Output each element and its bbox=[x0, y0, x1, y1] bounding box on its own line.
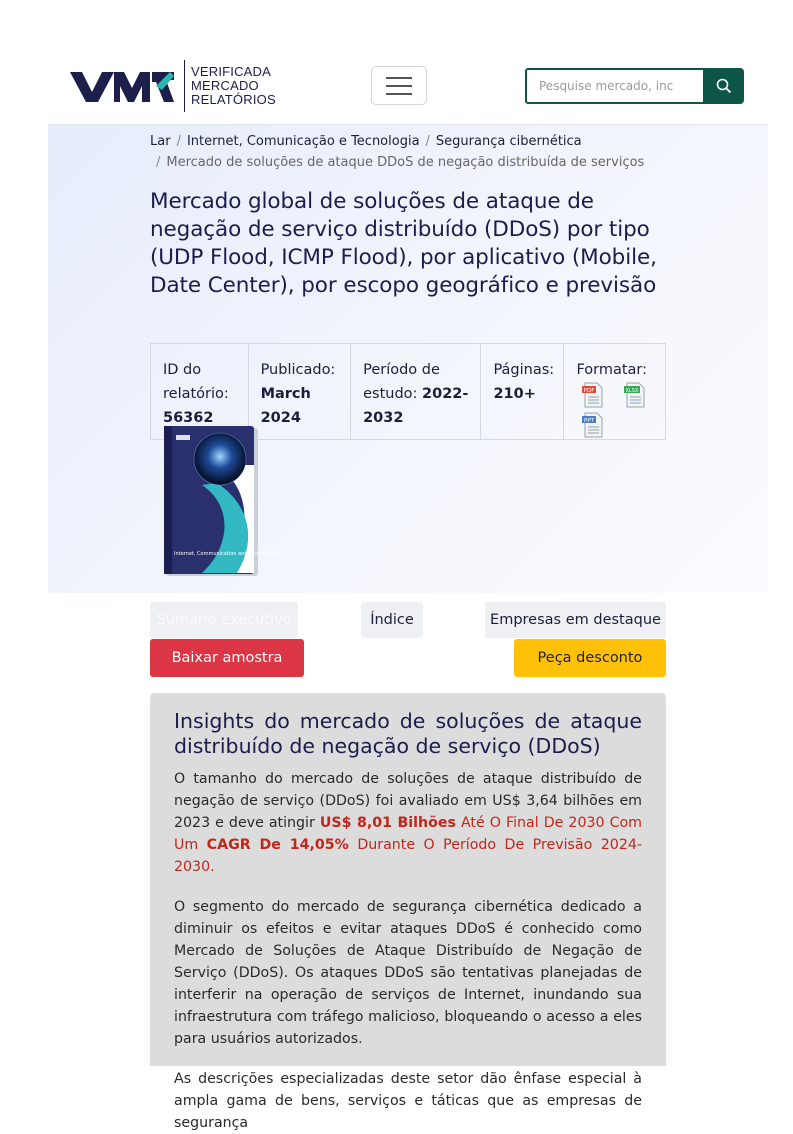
insights-heading: Insights do mercado de soluções de ataque distribuído de negação de serviço (DDoS) bbox=[174, 709, 642, 758]
hamburger-icon bbox=[386, 85, 412, 87]
search-icon bbox=[716, 78, 732, 94]
site-logo[interactable] bbox=[70, 58, 280, 114]
tab-executive-summary[interactable]: Sumário executivo bbox=[150, 602, 298, 638]
xlsx-file-icon[interactable] bbox=[624, 382, 646, 408]
meta-pages bbox=[481, 344, 564, 439]
insights-paragraph bbox=[174, 768, 642, 878]
market-value-highlight: US$ 8,01 Bilhões bbox=[319, 815, 456, 831]
meta-value: March 2024 bbox=[260, 386, 311, 426]
insights-text-highlight: Durante O Período De Previsão 2024-2030. bbox=[174, 837, 642, 875]
brand-line: VERIFICADA bbox=[191, 64, 272, 79]
insights-text: O tamanho do mercado de soluções de ataque distribuído de negação de serviço (DDoS) foi avaliado em US$ 3,64 bilhões em 2023 e deve atingir bbox=[174, 771, 642, 831]
breadcrumb-category[interactable]: Internet, Comunicação e Tecnologia bbox=[186, 134, 420, 149]
menu-toggle-button[interactable] bbox=[371, 66, 427, 105]
search-input[interactable] bbox=[525, 68, 705, 104]
insights-paragraph: O segmento do mercado de segurança cibernética dedicado a diminuir os efeitos e evitar ataques DDoS é conhecido como Mercado de Soluções de Ataque Distribuído de Negação de Serviço (DDoS). Os ataques DDoS são tentativas planejadas de interferir na operação de serviços de Internet, inundando sua infraestrutura com tráfego malicioso, bloqueando o acesso a eles para usuários autorizados. bbox=[174, 899, 642, 1047]
insights-paragraph: As descrições especializadas deste setor dão ênfase especial à ampla gama de bens, serviços e táticas que as empresas de segurança bbox=[174, 1071, 642, 1131]
xlsx-label: XLSX bbox=[626, 388, 639, 394]
meta-value: 210+ bbox=[493, 386, 536, 402]
pdf-file-icon[interactable] bbox=[582, 382, 604, 408]
breadcrumb-home[interactable]: Lar bbox=[150, 134, 171, 149]
meta-format bbox=[564, 344, 665, 439]
page-title: Mercado global de soluções de ataque de negação de serviço distribuído (DDoS) por tipo (UDP Flood, ICMP Flood), por aplicativo (Mobile, Date Center), por escopo geográfico e previsão bbox=[150, 189, 657, 298]
meta-label: ID do relatório: bbox=[163, 362, 229, 402]
meta-value: 56362 bbox=[163, 410, 214, 426]
tab-featured-companies[interactable]: Empresas em destaque bbox=[485, 602, 666, 638]
pdf-label: PDF bbox=[584, 388, 595, 394]
cagr-highlight: CAGR De 14,05% bbox=[206, 837, 349, 853]
breadcrumb bbox=[150, 131, 670, 173]
breadcrumb-subcategory[interactable]: Segurança cibernética bbox=[435, 134, 582, 149]
meta-label: Páginas: bbox=[493, 362, 555, 378]
meta-study-period bbox=[351, 344, 481, 439]
insights-text-highlight: Até O Final De 2030 Com Um bbox=[174, 815, 642, 853]
breadcrumb-current: Mercado de soluções de ataque DDoS de negação distribuída de serviços bbox=[166, 155, 645, 170]
breadcrumb-separator: / bbox=[176, 134, 181, 149]
market-insights-section bbox=[150, 693, 666, 1131]
tab-index[interactable]: Índice bbox=[361, 602, 423, 638]
meta-published bbox=[249, 344, 352, 439]
brand-line: MERCADO bbox=[191, 78, 259, 93]
meta-label: Publicado: bbox=[260, 362, 336, 378]
hamburger-icon bbox=[386, 93, 412, 95]
request-discount-button[interactable]: Peça desconto bbox=[514, 639, 666, 677]
brand-line: RELATÓRIOS bbox=[191, 92, 276, 107]
logo-mark-icon bbox=[70, 68, 174, 104]
cover-title: Internet, Communication and Technology bbox=[174, 551, 278, 557]
meta-label: Período de estudo: bbox=[363, 362, 440, 402]
brand-name bbox=[191, 65, 276, 107]
search-button[interactable] bbox=[704, 68, 744, 104]
breadcrumb-separator: / bbox=[425, 134, 430, 149]
breadcrumb-separator: / bbox=[156, 155, 161, 170]
ppt-label: PPT bbox=[584, 418, 595, 424]
format-icons bbox=[576, 382, 653, 442]
download-sample-button[interactable]: Baixar amostra bbox=[150, 639, 304, 677]
meta-label: Formatar: bbox=[576, 362, 648, 378]
report-cover-image bbox=[162, 425, 278, 577]
logo-divider bbox=[184, 60, 185, 112]
hamburger-icon bbox=[386, 77, 412, 79]
ppt-file-icon[interactable] bbox=[582, 412, 604, 438]
meta-value: 2022-2032 bbox=[363, 386, 469, 426]
